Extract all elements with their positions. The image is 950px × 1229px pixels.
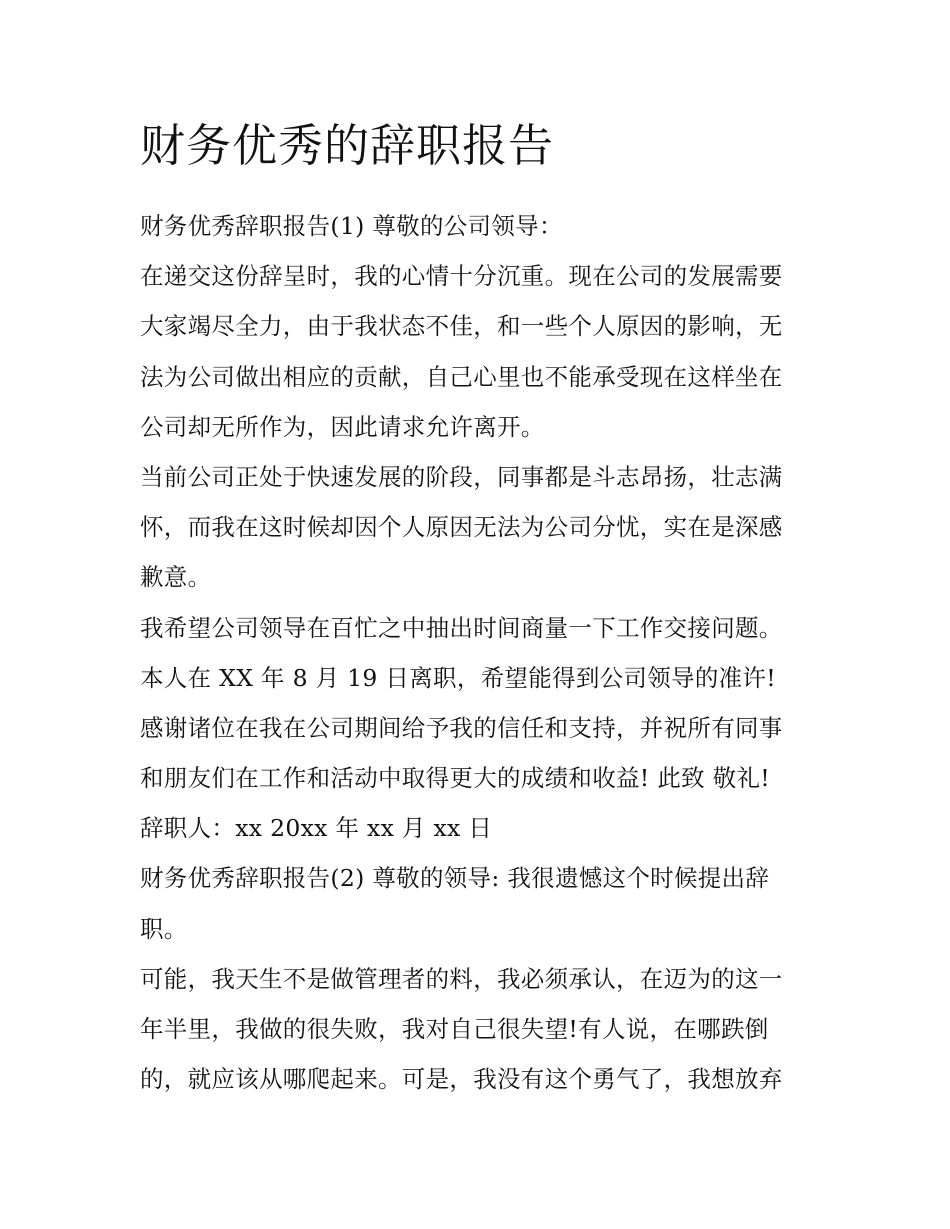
text-line: 当前公司正处于快速发展的阶段，同事都是斗志昂扬，壮志满 bbox=[140, 462, 783, 491]
text-line: 财务优秀辞职报告(2) 尊敬的领导: 我很遗憾这个时候提出辞 bbox=[140, 864, 770, 893]
text-line: 本人在 XX 年 8 月 19 日离职，希望能得到公司领导的准许! bbox=[140, 663, 776, 692]
text-line: 歉意。 bbox=[140, 563, 212, 592]
text-line: 感谢诸位在我在公司期间给予我的信任和支持，并祝所有同事 bbox=[140, 713, 783, 742]
document-body bbox=[140, 201, 820, 1104]
text-line: 大家竭尽全力，由于我状态不佳，和一些个人原因的影响，无 bbox=[140, 312, 783, 341]
text-line: 我希望公司领导在百忙之中抽出时间商量一下工作交接问题。 bbox=[140, 613, 783, 642]
text-line: 可能，我天生不是做管理者的料，我必须承认，在迈为的这一 bbox=[140, 964, 783, 993]
signature-line: 辞职人：xx 20xx 年 xx 月 xx 日 bbox=[140, 814, 493, 843]
text-line: 职。 bbox=[140, 914, 188, 943]
text-line: 年半里，我做的很失败，我对自己很失望!有人说，在哪跌倒 bbox=[140, 1015, 769, 1043]
text-line: 财务优秀辞职报告(1) 尊敬的公司领导： bbox=[140, 212, 563, 240]
text-line: 怀，而我在这时候却因个人原因无法为公司分忧，实在是深感 bbox=[140, 513, 783, 542]
document-title: 财务优秀的辞职报告 bbox=[140, 119, 555, 172]
text-line: 法为公司做出相应的贡献，自己心里也不能承受现在这样坐在 bbox=[140, 362, 783, 391]
text-line: 在递交这份辞呈时，我的心情十分沉重。现在公司的发展需要 bbox=[140, 262, 783, 291]
text-line: 公司却无所作为，因此请求允许离开。 bbox=[140, 412, 545, 441]
text-line: 和朋友们在工作和活动中取得更大的成绩和收益! 此致 敬礼! bbox=[140, 764, 771, 793]
text-line: 的，就应该从哪爬起来。可是，我没有这个勇气了，我想放弃 bbox=[140, 1065, 783, 1094]
